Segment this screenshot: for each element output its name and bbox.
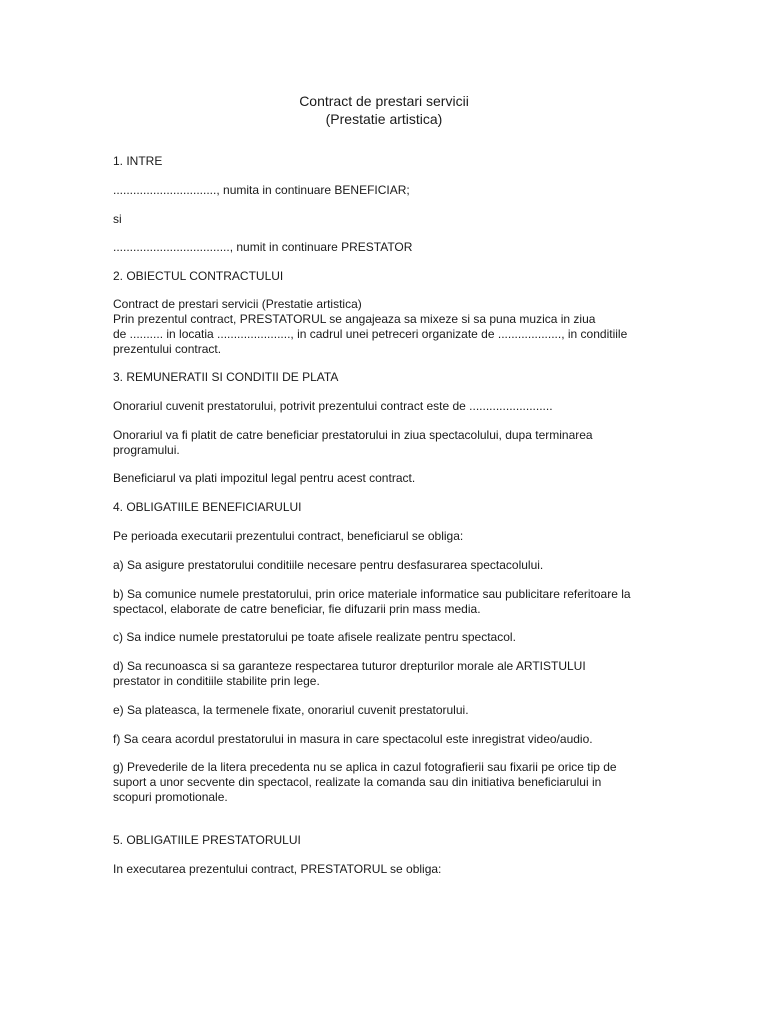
paragraph-line: programului. xyxy=(113,443,180,457)
obligation-c: c) Sa indice numele prestatorului pe toate afisele realizate pentru spectacol. xyxy=(113,630,516,644)
onorariu-amount-line: Onorariul cuvenit prestatorului, potrivit prezentului contract este de ......................... xyxy=(113,399,553,413)
obligation-e: e) Sa plateasca, la termenele fixate, onorariul cuvenit prestatorului. xyxy=(113,703,469,717)
payment-terms-paragraph xyxy=(113,428,658,458)
paragraph-line: spectacol, elaborate de catre beneficiar, fie difuzarii prin mass media. xyxy=(113,602,481,616)
paragraph-line: Prin prezentul contract, PRESTATORUL se angajeaza sa mixeze si sa puna muzica in ziua xyxy=(113,312,596,326)
obligation-d xyxy=(113,659,658,689)
paragraph-line: b) Sa comunice numele prestatorului, prin orice materiale informatice sau publicitare referitoare la xyxy=(113,587,631,601)
paragraph-line: Onorariul va fi platit de catre beneficiar prestatorului in ziua spectacolului, dupa terminarea xyxy=(113,428,593,442)
paragraph-line: scopuri promotionale. xyxy=(113,790,228,804)
paragraph-line: prestator in conditiile stabilite prin lege. xyxy=(113,674,320,688)
obligation-f: f) Sa ceara acordul prestatorului in masura in care spectacolul este inregistrat video/audio. xyxy=(113,732,593,746)
party-prestator-line: ..................................., numit in continuare PRESTATOR xyxy=(113,240,413,254)
section-2-heading: 2. OBIECTUL CONTRACTULUI xyxy=(113,269,284,283)
section-5-intro: In executarea prezentului contract, PRESTATORUL se obliga: xyxy=(113,862,442,876)
section-4-heading: 4. OBLIGATIILE BENEFICIARULUI xyxy=(113,500,302,514)
paragraph-line: g) Prevederile de la litera precedenta nu se aplica in cazul fotografierii sau fixarii pe orice tip de xyxy=(113,760,617,774)
section-4-intro: Pe perioada executarii prezentului contract, beneficiarul se obliga: xyxy=(113,529,464,543)
paragraph-line: Contract de prestari servicii (Prestatie artistica) xyxy=(113,297,362,311)
document-title: Contract de prestari servicii xyxy=(299,93,469,109)
section-1-heading: 1. INTRE xyxy=(113,154,163,168)
obligation-a: a) Sa asigure prestatorului conditiile necesare pentru desfasurarea spectacolului. xyxy=(113,558,544,572)
section-2-paragraph xyxy=(113,297,658,357)
paragraph-line: d) Sa recunoasca si sa garanteze respectarea tuturor drepturilor morale ale ARTISTULUI xyxy=(113,659,586,673)
section-3-heading: 3. REMUNERATII SI CONDITII DE PLATA xyxy=(113,370,339,384)
obligation-b xyxy=(113,587,658,617)
paragraph-line: prezentului contract. xyxy=(113,342,222,356)
tax-paragraph: Beneficiarul va plati impozitul legal pentru acest contract. xyxy=(113,471,416,485)
conjunction-si: si xyxy=(113,212,122,226)
party-beneficiar-line: ..............................., numita in continuare BENEFICIAR; xyxy=(113,183,410,197)
obligation-g xyxy=(113,760,658,805)
paragraph-line: suport a unor secvente din spectacol, realizate la comanda sau din initiativa beneficiarului in xyxy=(113,775,602,789)
section-5-heading: 5. OBLIGATIILE PRESTATORULUI xyxy=(113,833,301,847)
paragraph-line: de .......... in locatia ......................, in cadrul unei petreceri organizate de ..................., in conditiile xyxy=(113,327,628,341)
document-subtitle: (Prestatie artistica) xyxy=(325,111,443,127)
